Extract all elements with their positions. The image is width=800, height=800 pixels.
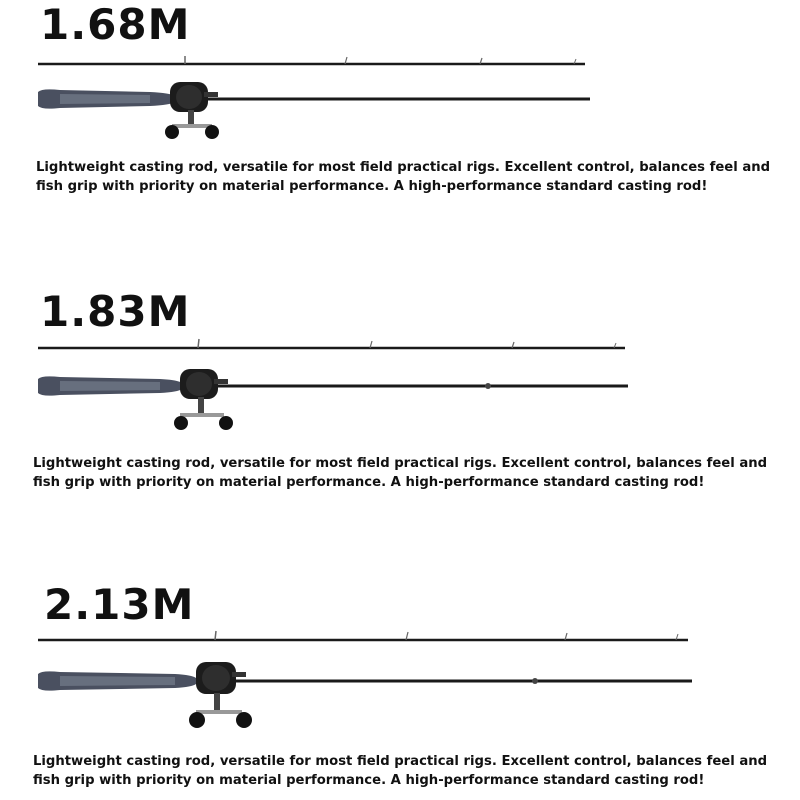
description-line-1: Lightweight casting rod, versatile for most field practical rigs. Excellent control, balances feel and bbox=[33, 456, 768, 471]
product-section-1 bbox=[0, 0, 800, 260]
rod-with-reel-icon bbox=[38, 662, 692, 728]
rod-illustration bbox=[0, 0, 800, 150]
baitcasting-reel-icon bbox=[189, 662, 252, 728]
rod-illustration bbox=[0, 580, 800, 740]
description-line-1: Lightweight casting rod, versatile for most field practical rigs. Excellent control, balances feel and bbox=[36, 160, 771, 175]
product-section-2 bbox=[0, 285, 800, 515]
length-label: 1.83M bbox=[40, 287, 191, 336]
description-line-2: fish grip with priority on material performance. A high-performance standard casting rod! bbox=[33, 475, 705, 490]
description-line-1: Lightweight casting rod, versatile for most field practical rigs. Excellent control, balances feel and bbox=[33, 754, 768, 769]
rod-tip-section-icon bbox=[38, 631, 688, 640]
rod-tip-section-icon bbox=[38, 339, 625, 348]
length-label: 2.13M bbox=[44, 580, 195, 629]
rod-tip-section-icon bbox=[38, 56, 585, 64]
description-line-2: fish grip with priority on material performance. A high-performance standard casting rod! bbox=[36, 179, 708, 194]
rod-with-reel-icon bbox=[38, 82, 590, 139]
rod-with-reel-icon bbox=[38, 369, 628, 430]
length-label: 1.68M bbox=[40, 0, 191, 49]
baitcasting-reel-icon bbox=[165, 82, 219, 139]
description-line-2: fish grip with priority on material performance. A high-performance standard casting rod! bbox=[33, 773, 705, 788]
rod-illustration bbox=[0, 285, 800, 445]
product-section-3 bbox=[0, 580, 800, 800]
baitcasting-reel-icon bbox=[174, 369, 233, 430]
